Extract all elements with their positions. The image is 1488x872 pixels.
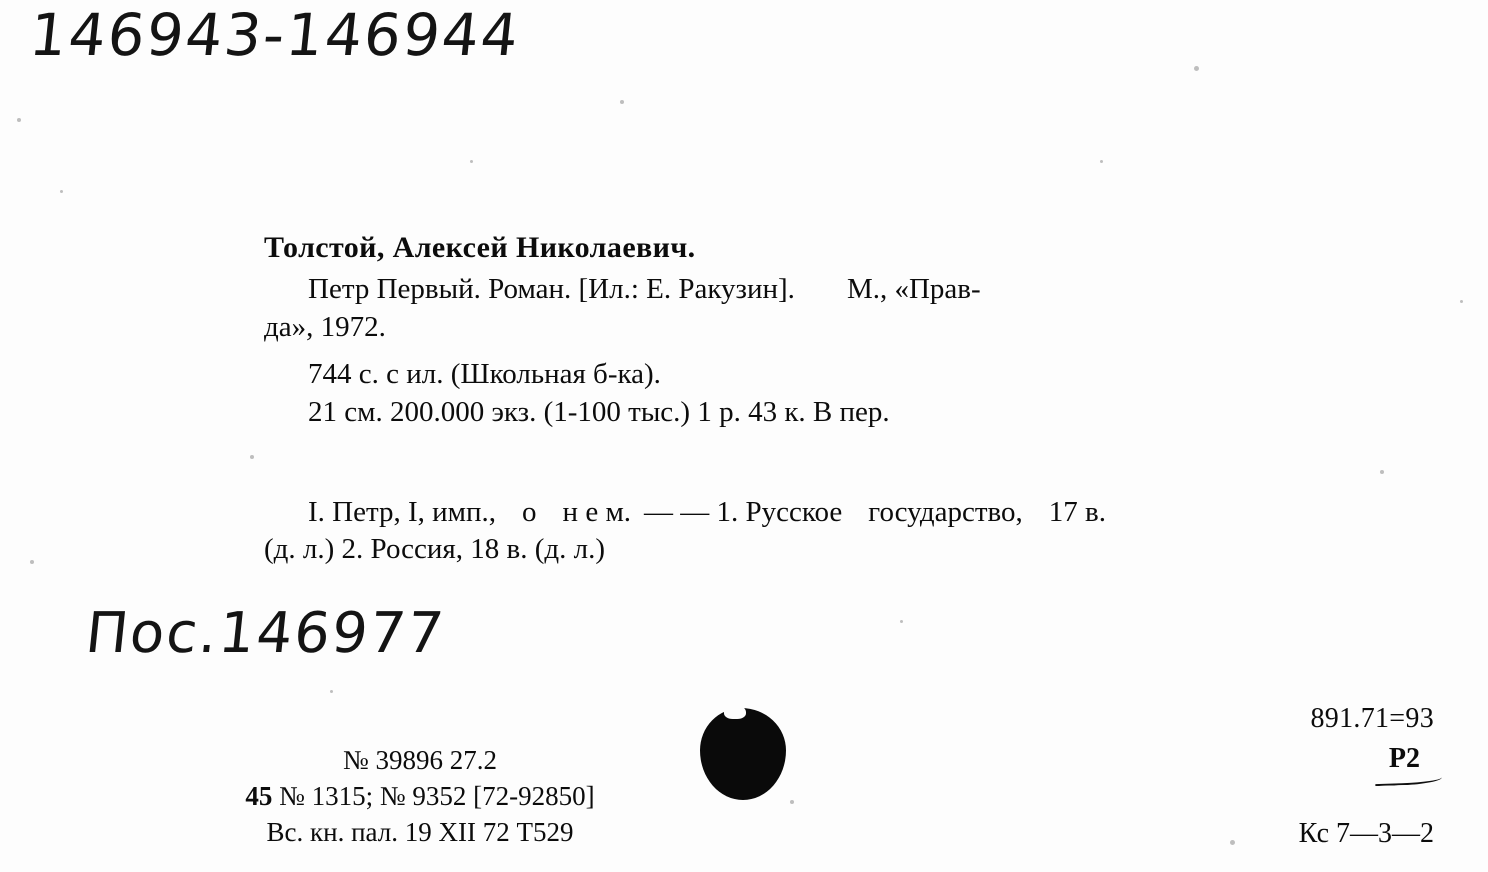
subject-part-a: I. Петр, I, имп., <box>308 495 497 528</box>
scan-speckle <box>17 118 21 122</box>
scan-speckle <box>900 620 903 623</box>
udc-number: 891.71=93 <box>1310 703 1434 734</box>
entry-subject-headings <box>264 494 1454 569</box>
scan-speckle <box>250 455 254 459</box>
kc-code: Кс 7—3—2 <box>1298 818 1434 850</box>
scan-speckle <box>470 160 473 163</box>
scan-speckle <box>1194 66 1199 71</box>
scan-speckle <box>620 100 624 104</box>
footer-line-2-text: № 1315; № 9352 [72-92850] <box>279 781 595 812</box>
entry-physical-description: 744 с. с ил. (Школьная б-ка). <box>308 358 661 391</box>
entry-author: Толстой, Алексей Николаевич. <box>264 231 696 264</box>
footer-line-1: № 39896 27.2 <box>342 745 497 775</box>
subject-line-2: (д. л.) 2. Россия, 18 в. (д. л.) <box>264 533 606 566</box>
entry-title-continuation: да», 1972. <box>264 310 386 343</box>
footer-printing-data <box>160 742 680 851</box>
subject-part-e: государство, <box>868 495 1023 528</box>
shelf-mark: Р2 <box>1389 740 1420 778</box>
scan-speckle <box>790 800 794 804</box>
entry-imprint: М., «Прав- <box>846 273 981 305</box>
catalog-entry <box>264 228 1454 569</box>
footer-line-3: Вс. кн. пал. 19 XII 72 Т529 <box>266 817 574 848</box>
scan-speckle <box>1100 160 1103 163</box>
handwritten-receipt-note: Пос.146977 <box>82 601 449 666</box>
handwritten-accession-numbers: 146943-146944 <box>26 1 524 69</box>
entry-title-main: Петр Первый. Роман. [Ил.: Е. Ракузин]. <box>308 273 795 305</box>
subject-part-d: — — 1. Русское <box>644 495 843 528</box>
footer-line-2 <box>160 778 680 814</box>
scan-speckle <box>330 690 333 693</box>
entry-details: 21 см. 200.000 экз. (1-100 тыс.) 1 р. 43 к. В пер. <box>308 396 890 429</box>
footer-line-2-prefix: 45 <box>245 781 273 812</box>
classification-block <box>1299 700 1434 853</box>
ink-blot <box>700 708 786 800</box>
scan-speckle <box>1230 840 1235 845</box>
entry-title-line <box>264 271 1454 309</box>
subject-part-f: 17 в. <box>1048 495 1106 528</box>
subject-line-1 <box>264 494 1454 532</box>
scan-speckle <box>1460 300 1463 303</box>
scan-speckle <box>60 190 63 193</box>
scan-speckle <box>30 560 34 564</box>
subject-part-b: о <box>522 495 537 528</box>
subject-part-c: н е м. <box>562 495 632 528</box>
